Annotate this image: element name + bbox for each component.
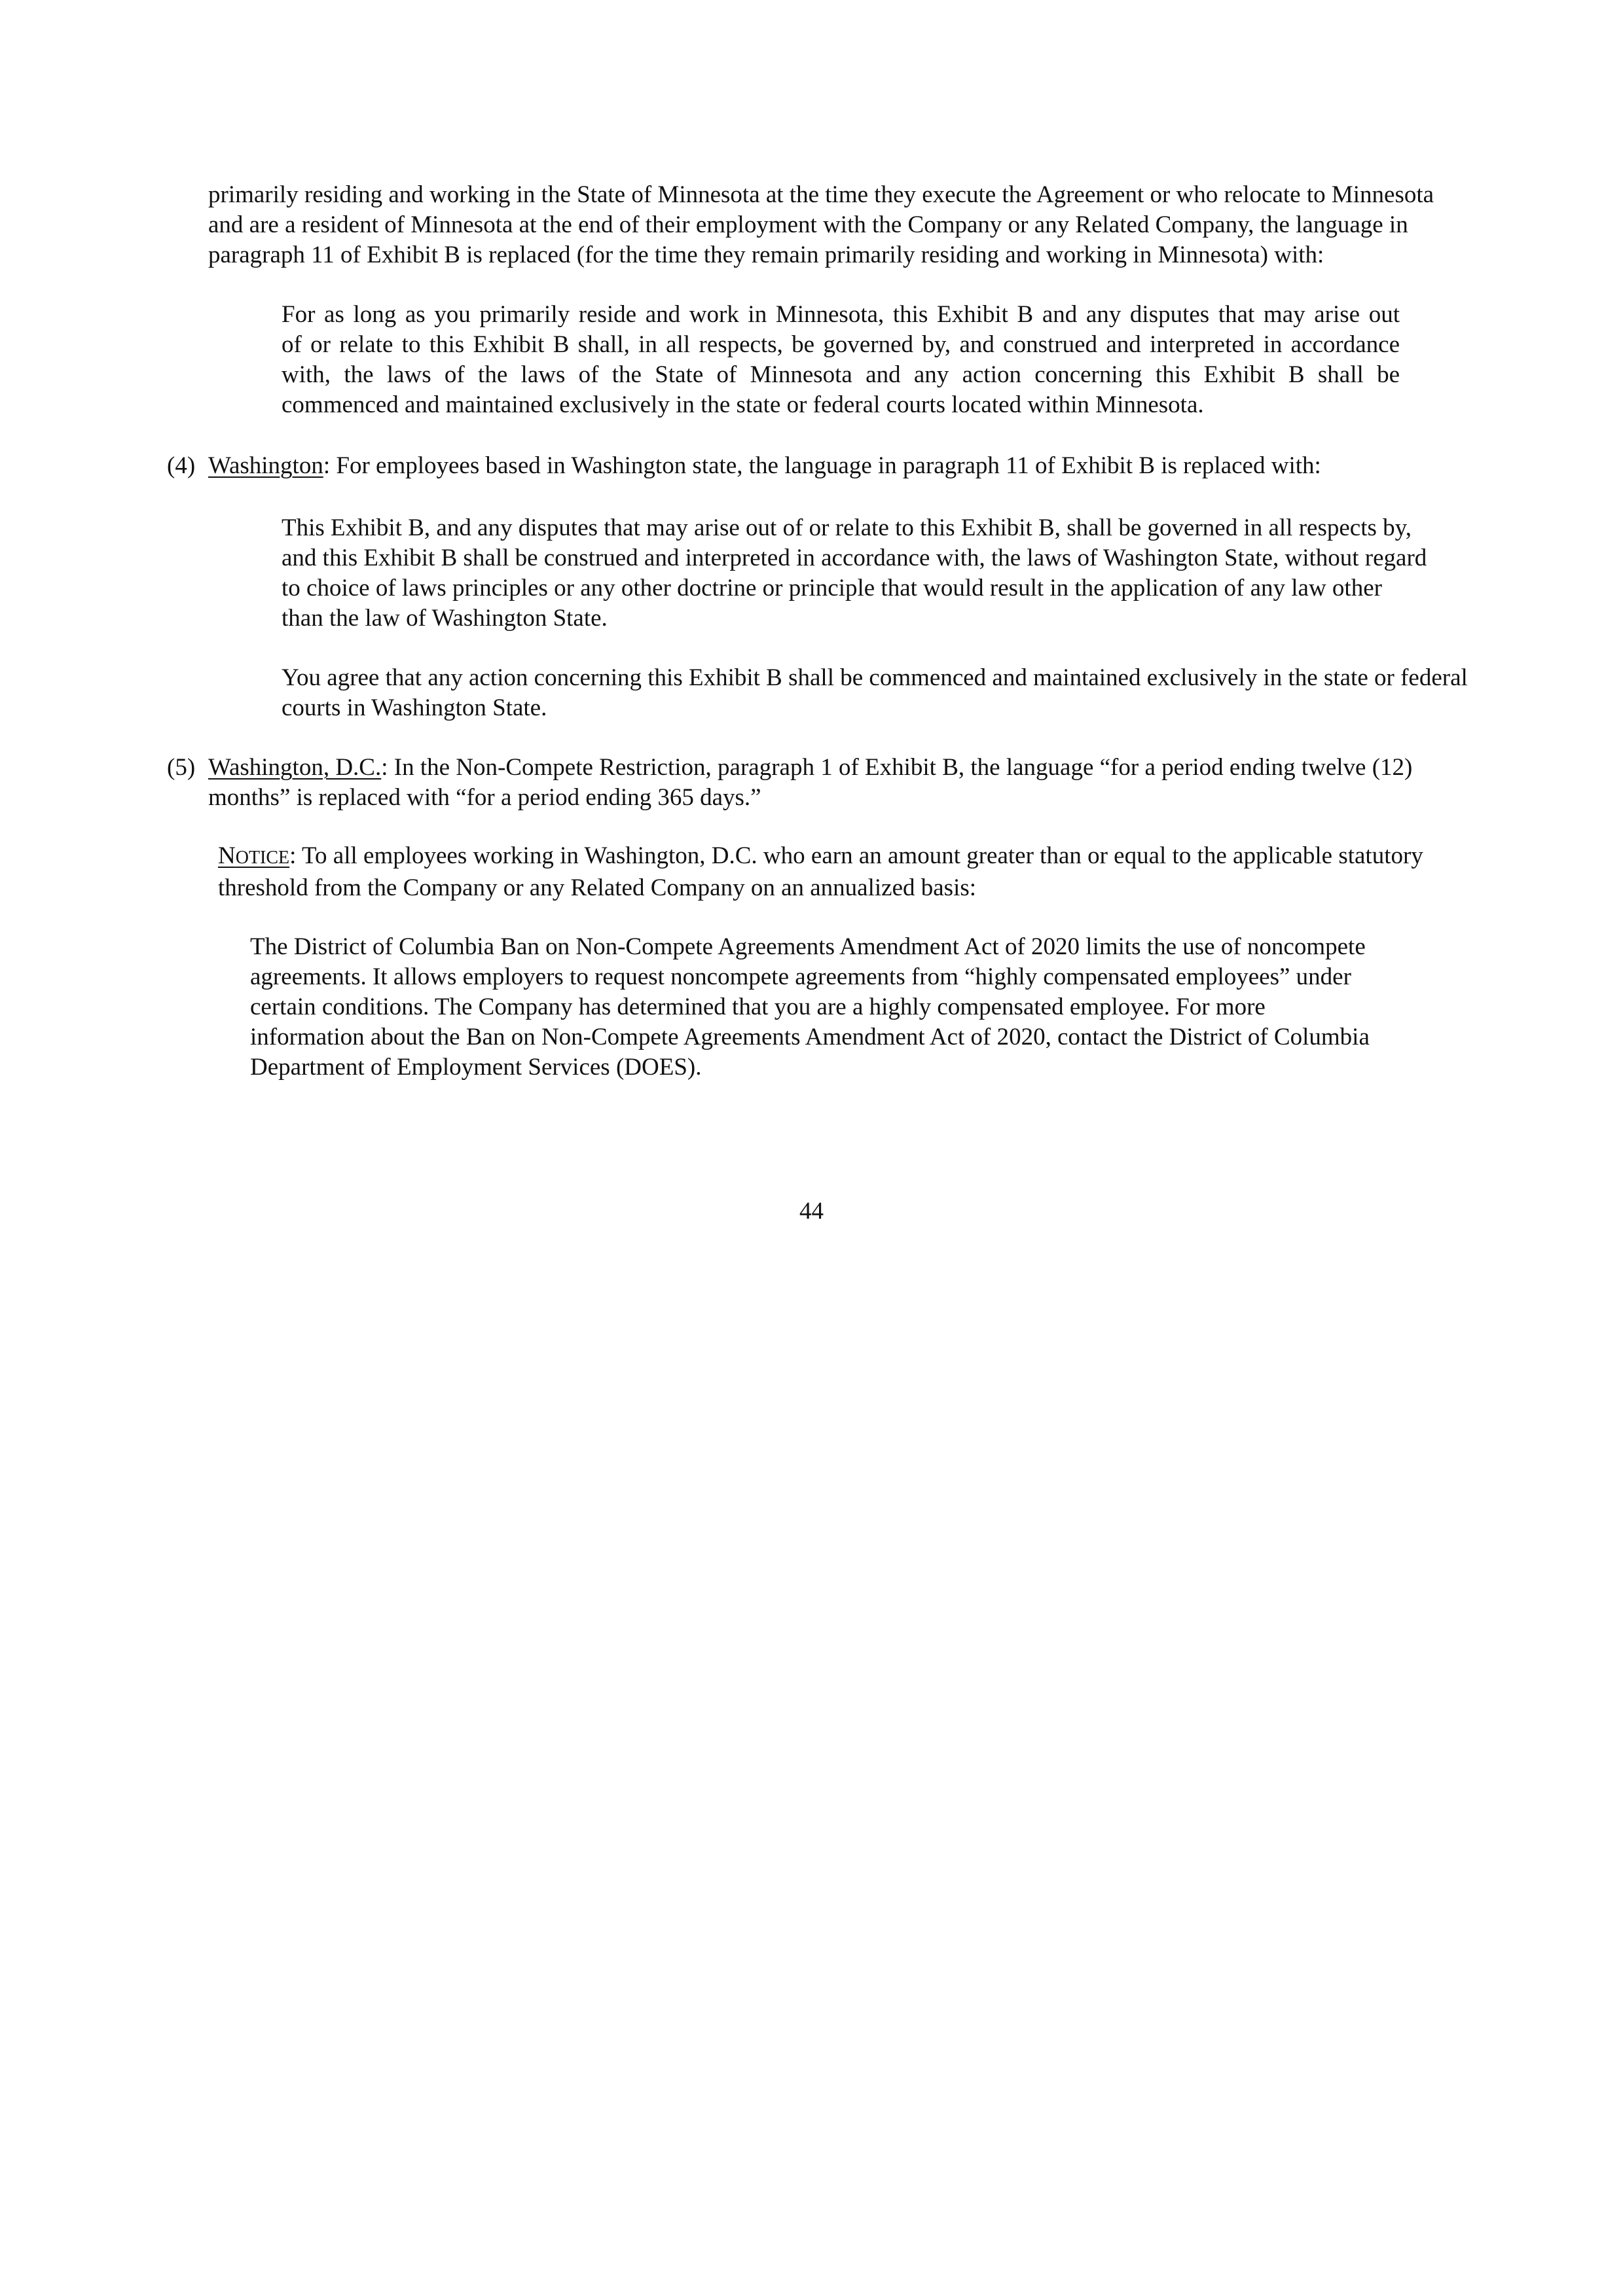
item-5-paragraph [208, 753, 1511, 813]
notice-line [218, 841, 1521, 873]
intro-paragraph [208, 180, 1511, 270]
notice-line: threshold from the Company or any Related Company on an annualized basis: [218, 874, 977, 901]
notice-label [218, 842, 289, 869]
intro-line: and are a resident of Minnesota at the end of their employment with the Company or any Related Company, the language in [208, 211, 1408, 238]
dc-quote [250, 932, 1494, 1083]
minnesota-quote-line: commenced and maintained exclusively in the state or federal courts located within Minnesota. [282, 391, 1204, 418]
item-4-paragraph [208, 451, 1511, 481]
dc-quote-line: information about the Ban on Non-Compete Agreements Amendment Act of 2020, contact the District of Columbia [250, 1024, 1370, 1050]
item-4-line [208, 451, 1511, 481]
washington-quote-2 [282, 663, 1512, 723]
dc-quote-line: Department of Employment Services (DOES). [250, 1054, 702, 1081]
item-4-text: : For employees based in Washington state, the language in paragraph 11 of Exhibit B is replaced with: [323, 452, 1321, 479]
intro-line: paragraph 11 of Exhibit B is replaced (for the time they remain primarily residing and working in Minnesota) with: [208, 242, 1324, 268]
washington-quote-line: to choice of laws principles or any other doctrine or principle that would result in the application of any law other [282, 575, 1382, 601]
washington-quote-line: and this Exhibit B shall be construed and interpreted in accordance with, the laws of Washington State, without regard [282, 545, 1427, 571]
washington-quote-line: This Exhibit B, and any disputes that may arise out of or relate to this Exhibit B, shall be governed in all respects by, [282, 514, 1412, 541]
minnesota-quote-line: For as long as you primarily reside and work in Minnesota, this Exhibit B and any disputes that may arise out [282, 301, 1400, 328]
minnesota-quote-line: with, the laws of the laws of the State of Minnesota and any action concerning this Exhibit B shall be [282, 361, 1400, 388]
item-4-number: (4) [167, 452, 196, 479]
notice-label-rest: OTICE [235, 848, 290, 868]
item-5-text: : In the Non-Compete Restriction, paragraph 1 of Exhibit B, the language “for a period ending twelve (12) [381, 754, 1413, 781]
dc-quote-line: agreements. It allows employers to request noncompete agreements from “highly compensated employees” under [250, 963, 1351, 990]
item-5-heading: Washington, D.C. [208, 754, 382, 781]
minnesota-quote [282, 300, 1400, 420]
notice-paragraph [218, 841, 1521, 903]
dc-quote-line: The District of Columbia Ban on Non-Compete Agreements Amendment Act of 2020 limits the use of noncompete [250, 933, 1366, 960]
item-5-line: months” is replaced with “for a period ending 365 days.” [208, 784, 761, 811]
item-5-number: (5) [167, 754, 196, 781]
item-5-line [208, 753, 1511, 783]
washington-quote-1 [282, 513, 1512, 634]
washington-quote-line: You agree that any action concerning this Exhibit B shall be commenced and maintained exclusively in the state or federal [282, 664, 1468, 691]
washington-quote-line: courts in Washington State. [282, 694, 547, 721]
notice-text: : To all employees working in Washington, D.C. who earn an amount greater than or equal to the applicable statutory [289, 842, 1423, 869]
page-number: 44 [799, 1198, 824, 1225]
washington-quote-line: than the law of Washington State. [282, 605, 608, 632]
minnesota-quote-line: of or relate to this Exhibit B shall, in all respects, be governed by, and construed and interpreted in accordance [282, 331, 1400, 358]
item-4-heading: Washington [208, 452, 323, 479]
dc-quote-line: certain conditions. The Company has determined that you are a highly compensated employee. For more [250, 994, 1266, 1020]
notice-label-initial: N [218, 842, 236, 869]
intro-line: primarily residing and working in the State of Minnesota at the time they execute the Agreement or who relocate to Minnesota [208, 181, 1434, 208]
